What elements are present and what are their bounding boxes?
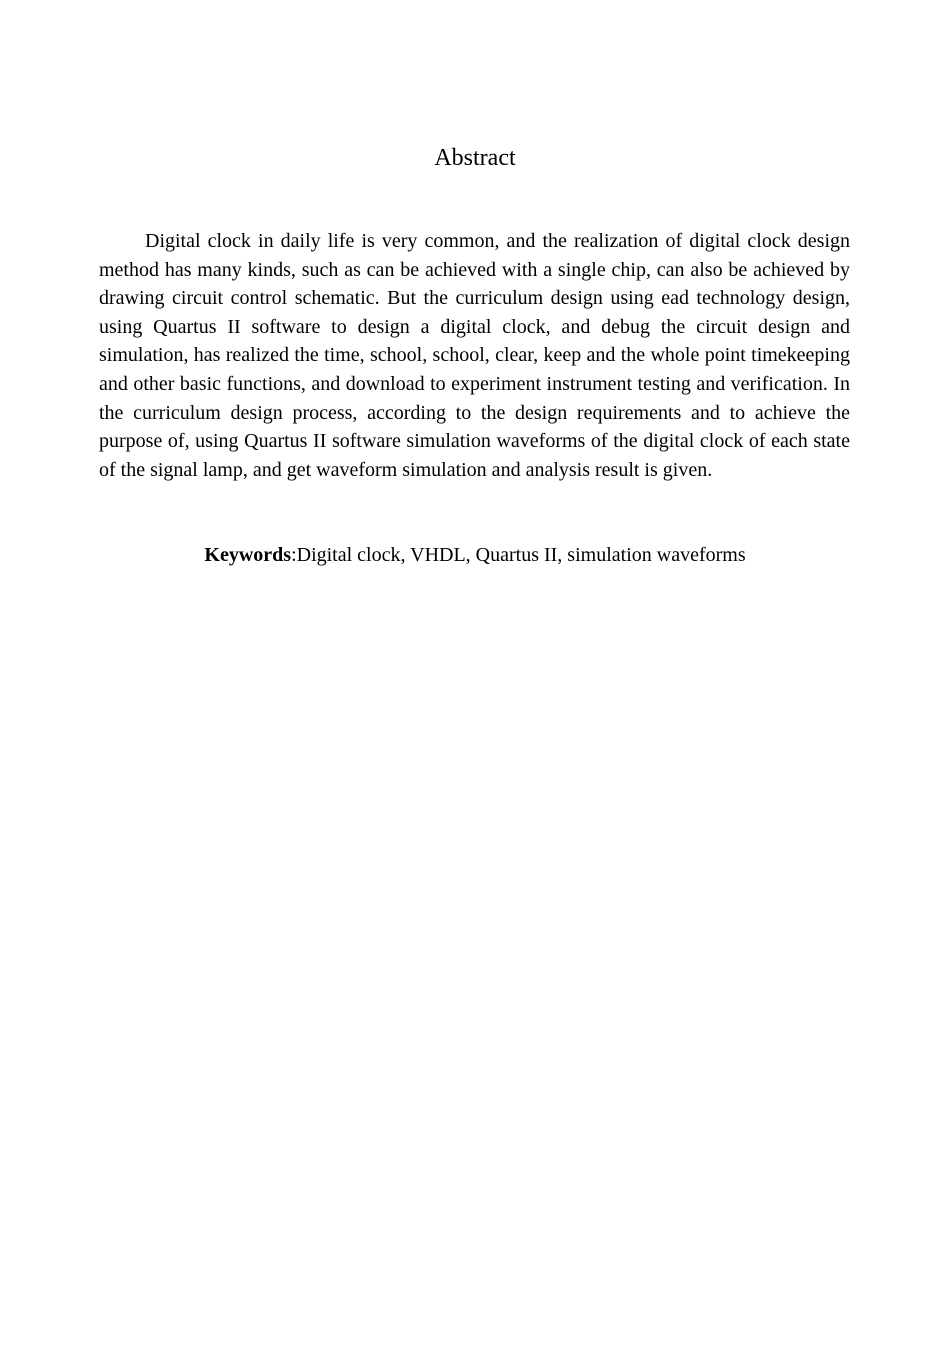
- keywords-text: Digital clock, VHDL, Quartus II, simulation waveforms: [296, 544, 746, 566]
- keywords-line: [0, 541, 950, 569]
- abstract-paragraph: Digital clock in daily life is very common, and the realization of digital clock design method has many kinds, such as can be achieved with a single chip, can also be achieved by drawing circuit control schematic. But the curriculum design using ead technology design, using Quartus II software to design a digital clock, and debug the circuit design and simulation, has realized the time, school, school, clear, keep and the whole point timekeeping and other basic functions, and download to experiment instrument testing and verification. In the curriculum design process, according to the design requirements and to achieve the purpose of, using Quartus II software simulation waveforms of the digital clock of each state of the signal lamp, and get waveform simulation and analysis result is given.: [99, 230, 850, 481]
- abstract-title: Abstract: [434, 145, 516, 171]
- keywords-label: Keywords: [204, 544, 292, 566]
- keywords-separator: :: [291, 544, 297, 566]
